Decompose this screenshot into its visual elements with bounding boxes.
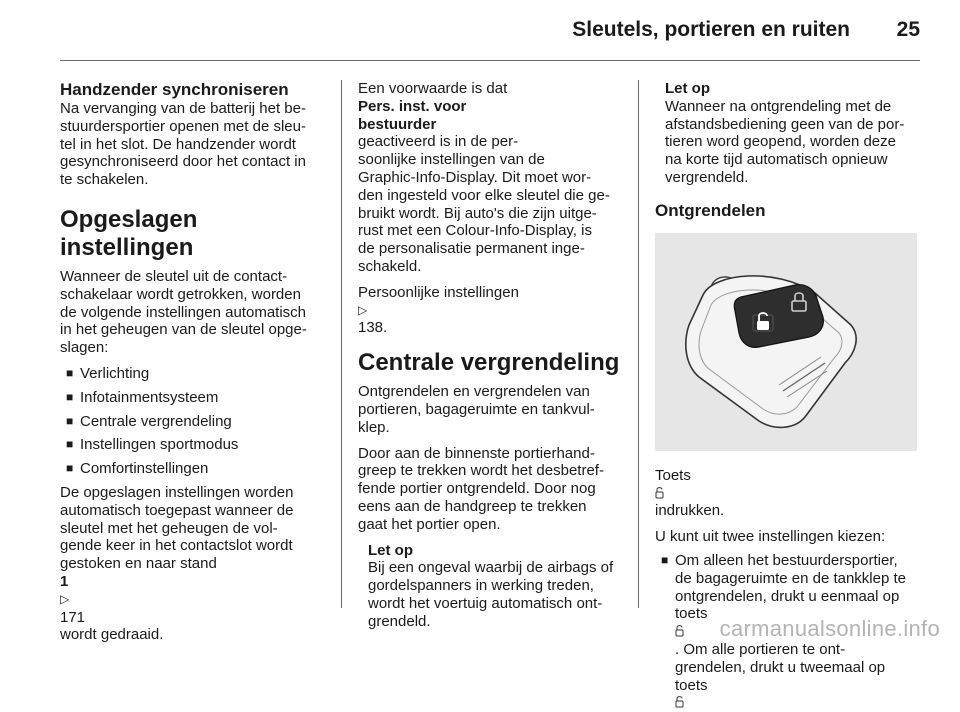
paragraph-voorwaarde	[358, 80, 626, 276]
note-box	[358, 542, 626, 631]
unlock-key-icon	[655, 486, 664, 499]
heading-ontgrendelen: Ontgrendelen	[655, 200, 766, 220]
text-line: schakelaar wordt getrokken, worden	[60, 285, 301, 303]
text-line: Door aan de binnenste portierhand-	[358, 444, 595, 462]
text-line: Wanneer na ontgrendeling met de	[665, 97, 892, 115]
paragraph-persoonlijke	[358, 284, 626, 337]
paragraph-toegepast	[60, 484, 326, 644]
text-line	[358, 284, 626, 337]
text-line: te schakelen.	[60, 171, 149, 189]
text-line: tel in het slot. De handzender wordt	[60, 135, 296, 153]
setting-name: Pers. inst. voor	[358, 97, 467, 115]
note-box	[655, 80, 921, 187]
text-line: na korte tijd automatisch opnieuw	[665, 151, 888, 169]
paragraph-opgeslagen	[60, 268, 326, 357]
list-item	[60, 389, 326, 407]
list-item	[60, 413, 326, 431]
square-bullet-icon: ■	[66, 365, 74, 380]
text-line: wordt het voertuig automatisch ont-	[368, 594, 603, 612]
list-item	[60, 365, 326, 383]
list-item	[60, 436, 326, 454]
text-line: bruikt wordt. Bij auto's die zijn uitge-	[358, 204, 597, 222]
square-bullet-icon: ■	[66, 461, 74, 476]
list-item	[60, 460, 326, 478]
page-reference[interactable]: 138.	[358, 319, 388, 337]
watermark: carmanualsonline.info	[719, 616, 940, 641]
text-line	[675, 677, 906, 712]
text-line: Wanneer de sleutel uit de contact-	[60, 267, 288, 285]
paragraph-portierhandgreep	[358, 445, 626, 534]
header-rule	[60, 60, 920, 61]
list-item-label: Infotainmentsysteem	[80, 388, 219, 406]
position-number: 1	[60, 572, 69, 590]
square-bullet-icon: ■	[66, 413, 74, 428]
heading-synchroniseren: Handzender synchroniseren	[60, 80, 289, 99]
text-line: fende portier ontgrendeld. Door nog	[358, 480, 596, 498]
text-line: slagen:	[60, 339, 109, 357]
text-line: De opgeslagen instellingen worden	[60, 483, 294, 501]
key-fob-illustration	[655, 233, 917, 451]
text-fragment: toets	[675, 676, 708, 694]
text-line: wordt gedraaid.	[60, 626, 164, 644]
note-title: Let op	[368, 541, 413, 559]
text-line: afstandsbediening geen van de por-	[665, 115, 905, 133]
square-bullet-icon: ■	[66, 389, 74, 404]
text-line: Bij een ongeval waarbij de airbags of	[368, 559, 614, 577]
text-line: vergrendeld.	[665, 168, 749, 186]
text-line: Om alleen het bestuurdersportier,	[675, 551, 898, 569]
text-fragment: toets	[675, 605, 708, 623]
text-line: portieren, bagageruimte en tankvul-	[358, 400, 595, 418]
text-line: U kunt uit twee instellingen kiezen:	[655, 528, 886, 546]
list-item-label: Instellingen sportmodus	[80, 436, 239, 454]
text-line: gende keer in het contactslot wordt	[60, 537, 293, 555]
text-line	[60, 555, 326, 626]
text-line: Graphic-Info-Display. Dit moet wor-	[358, 168, 592, 186]
text-line: eens aan de handgreep te trekken	[358, 497, 587, 515]
text-line: Ontgrendelen en vergrendelen van	[358, 383, 590, 401]
text-line: de bagageruimte en de tankklep te	[675, 569, 906, 587]
key-fob-icon	[655, 233, 917, 451]
text-line: sleutel met het geheugen de vol-	[60, 519, 278, 537]
text-line: gesynchroniseerd door het contact in	[60, 153, 306, 171]
caption-toets	[655, 467, 921, 520]
text-line: in het geheugen van de sleutel opge-	[60, 321, 307, 339]
heading-opgeslagen-instellingen: Opgeslagen instellingen	[60, 205, 198, 261]
text-line: gordelspanners in werking treden,	[368, 577, 594, 595]
text-line: de volgende instellingen automatisch	[60, 303, 306, 321]
square-bullet-icon: ■	[66, 437, 74, 452]
text-line: soonlijke instellingen van de	[358, 151, 545, 169]
text-fragment: gestoken en naar stand	[60, 555, 217, 573]
list-item-label: Centrale vergrendeling	[80, 412, 232, 430]
column-2	[358, 80, 626, 631]
text-line: tieren word geopend, worden deze	[665, 133, 896, 151]
text-fragment: indrukken.	[655, 502, 725, 520]
column-divider	[341, 80, 342, 608]
paragraph-kiezen	[655, 528, 921, 546]
text-line: klep.	[358, 418, 390, 436]
text-fragment: Toets	[655, 466, 691, 484]
running-header-title: Sleutels, portieren en ruiten	[572, 18, 850, 41]
page-reference-arrow-icon: ▷	[358, 302, 368, 317]
text-line: rust met een Colour-Info-Display, is	[358, 222, 592, 240]
unlock-key-icon	[675, 695, 684, 708]
text-line: automatisch toegepast wanneer de	[60, 501, 294, 519]
text-line: de personalisatie permanent inge-	[358, 240, 585, 258]
list-item-label: Verlichting	[80, 364, 150, 382]
note-title: Let op	[665, 80, 710, 97]
text-line: gaat het portier open.	[358, 515, 501, 533]
text-line: ontgrendelen, drukt u eenmaal op	[675, 587, 900, 605]
text-line: grendelen, drukt u tweemaal op	[675, 658, 886, 676]
page-reference[interactable]: 171	[60, 608, 86, 626]
text-line: schakeld.	[358, 257, 422, 275]
paragraph-synchroniseren	[60, 100, 326, 189]
column-1	[60, 80, 326, 644]
list-item-label: Comfortinstellingen	[80, 460, 209, 478]
setting-name: bestuurder	[358, 115, 437, 133]
text-line: greep te trekken wordt het desbetref-	[358, 462, 604, 480]
page-reference-arrow-icon: ▷	[60, 591, 70, 606]
heading-centrale-vergrendeling: Centrale vergrendeling	[358, 349, 620, 377]
text-line	[655, 467, 921, 520]
text-line	[358, 116, 626, 152]
text-line	[358, 80, 626, 116]
text-line: Na vervanging van de batterij het be-	[60, 100, 306, 117]
text-fragment: . Om alle portieren te ont-	[675, 640, 846, 658]
paragraph-ontgrendelen-vergrendelen	[358, 383, 626, 436]
page-number: 25	[896, 18, 920, 41]
text-fragment: Een voorwaarde is dat	[358, 80, 508, 97]
text-fragment: Persoonlijke instellingen	[358, 283, 519, 301]
text-fragment: geactiveerd is in de per-	[358, 133, 519, 151]
text-line: stuurdersportier openen met de sleu-	[60, 117, 306, 135]
square-bullet-icon: ■	[661, 552, 669, 567]
column-divider	[638, 80, 639, 608]
text-line: grendeld.	[368, 612, 431, 630]
text-line: den ingesteld voor elke sleutel die ge-	[358, 186, 610, 204]
